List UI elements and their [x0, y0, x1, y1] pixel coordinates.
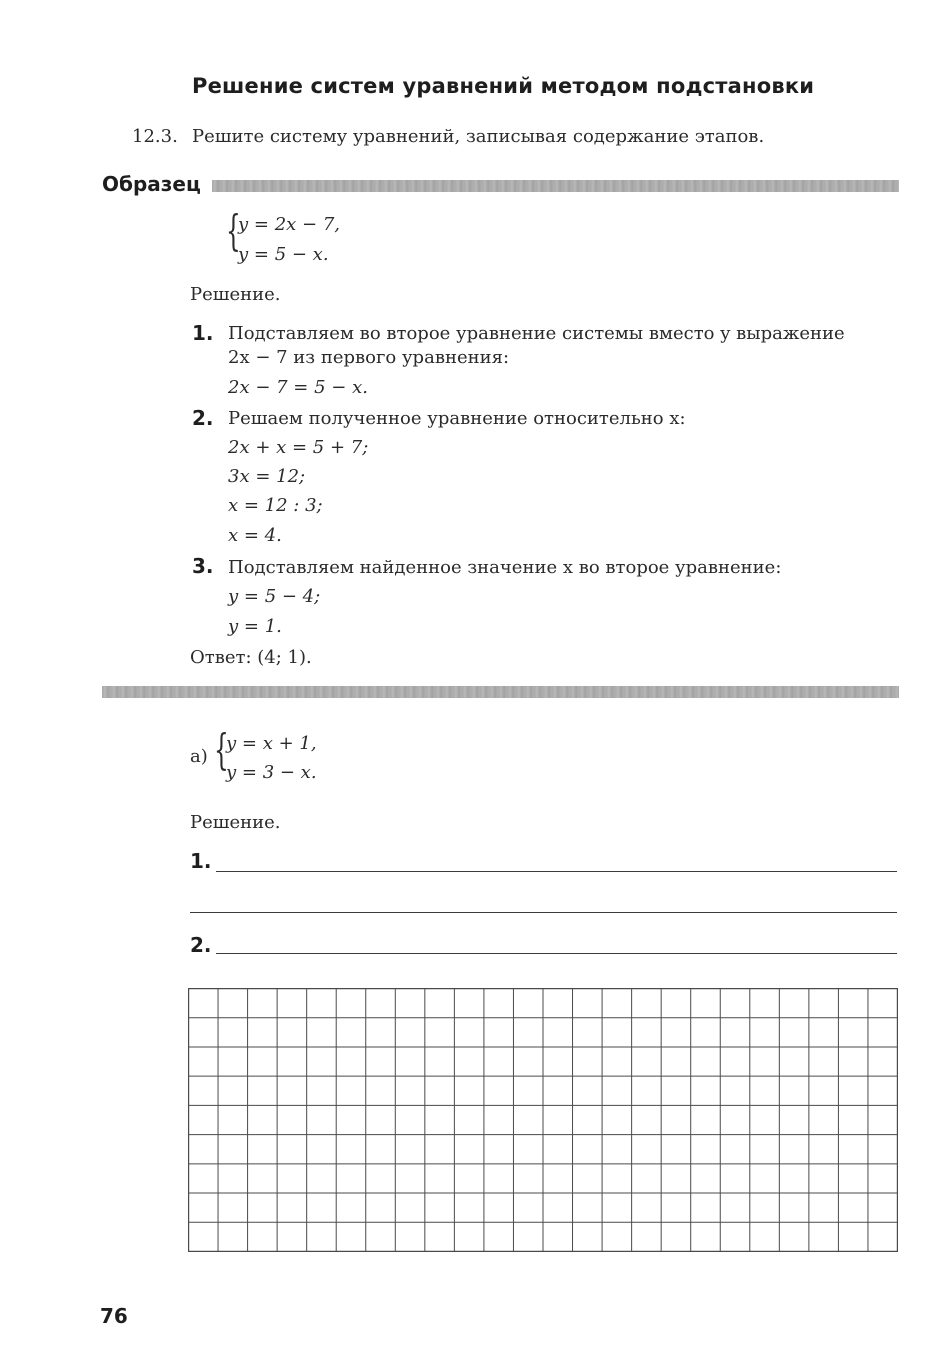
- step-2-math-3: x = 12 : 3;: [228, 495, 323, 516]
- sample-answer: Ответ: (4; 1).: [190, 647, 312, 668]
- exercise-system-brace: {: [214, 725, 229, 774]
- step-3-math-1: y = 5 − 4;: [228, 586, 321, 607]
- step-1-text-line-2: 2x − 7 из первого уравнения:: [228, 347, 510, 368]
- exercise-solution-label: Решение.: [190, 812, 281, 833]
- page-title: Решение систем уравнений методом подстановки: [192, 74, 815, 98]
- answer-grid-svg[interactable]: [188, 988, 898, 1252]
- sample-solution-label: Решение.: [190, 284, 281, 305]
- page-number: 76: [100, 1304, 128, 1328]
- step-1-math-1: 2x − 7 = 5 − x.: [228, 377, 368, 398]
- step-2-math-1: 2x + x = 5 + 7;: [228, 437, 369, 458]
- sample-footer-band: [102, 686, 899, 698]
- sample-label: Образец: [102, 172, 201, 196]
- exercise-a-label: а): [190, 746, 208, 767]
- exercise-a-eq-2: y = 3 − x.: [226, 762, 317, 783]
- sample-header-band: [212, 180, 899, 192]
- step-3-math-2: y = 1.: [228, 616, 282, 637]
- sample-system-eq-2: y = 5 − x.: [238, 244, 329, 265]
- exercise-a-eq-1: y = x + 1,: [226, 733, 317, 754]
- step-number-1: 1.: [192, 321, 214, 345]
- step-number-3: 3.: [192, 554, 214, 578]
- answer-line-2[interactable]: [190, 912, 897, 913]
- answer-step-number-1: 1.: [190, 849, 212, 873]
- step-2-math-2: 3x = 12;: [228, 466, 306, 487]
- task-number: 12.3.: [132, 126, 178, 147]
- step-2-text-line-1: Решаем полученное уравнение относительно x:: [228, 408, 686, 429]
- task-text: Решите систему уравнений, записывая содержание этапов.: [192, 126, 765, 147]
- step-2-math-4: x = 4.: [228, 525, 282, 546]
- answer-step-number-2: 2.: [190, 933, 212, 957]
- step-3-text-line-1: Подставляем найденное значение x во второе уравнение:: [228, 557, 782, 578]
- answer-line-1[interactable]: [216, 871, 897, 872]
- answer-grid[interactable]: [188, 988, 898, 1252]
- step-number-2: 2.: [192, 406, 214, 430]
- step-1-text-line-1: Подставляем во второе уравнение системы вместо y выражение: [228, 323, 845, 344]
- sample-system-eq-1: y = 2x − 7,: [238, 214, 340, 235]
- system-brace: {: [226, 206, 241, 255]
- answer-line-3[interactable]: [216, 953, 897, 954]
